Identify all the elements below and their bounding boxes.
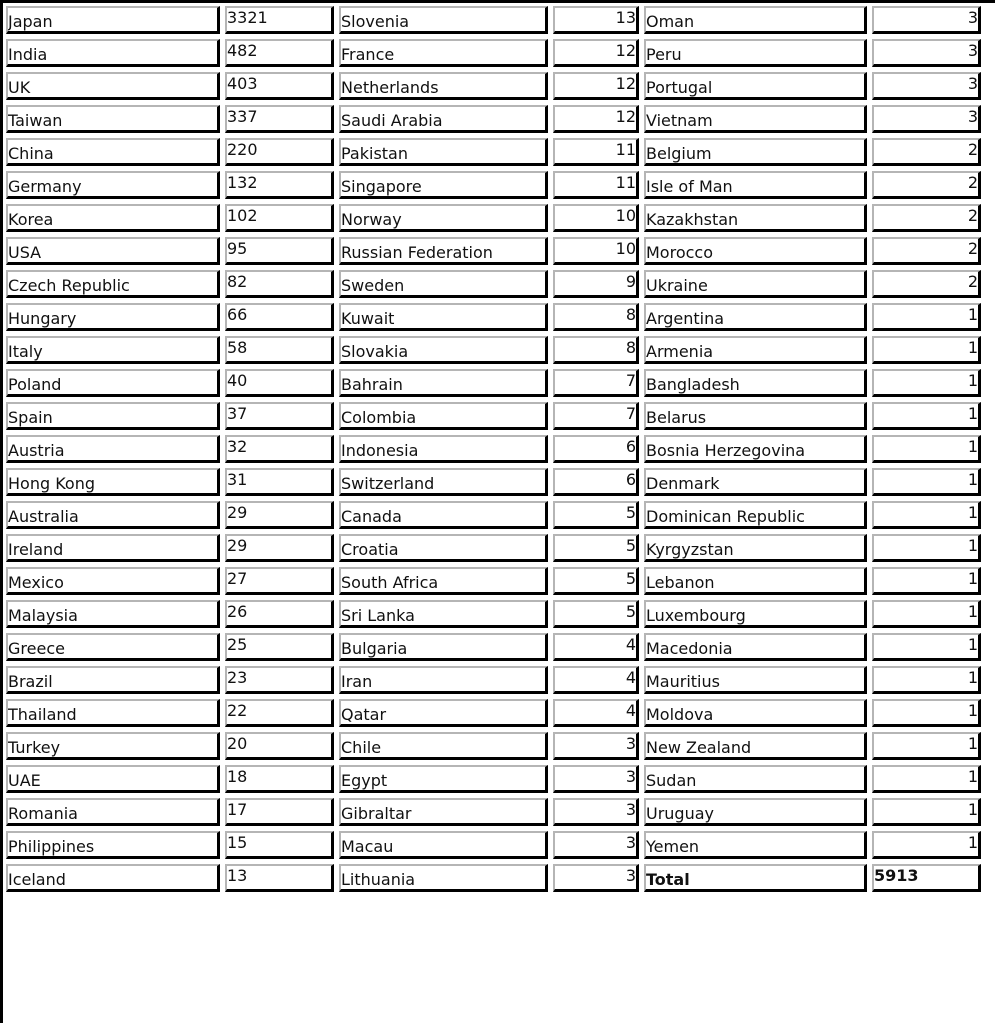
table-row xyxy=(6,204,981,232)
count-cell: 482 xyxy=(225,39,334,67)
country-name-cell: Kazakhstan xyxy=(644,204,867,232)
country-name-cell: Kyrgyzstan xyxy=(644,534,867,562)
count-cell: 3 xyxy=(553,765,639,793)
country-name-cell: Turkey xyxy=(6,732,220,760)
country-name-cell: Pakistan xyxy=(339,138,548,166)
count-cell: 2 xyxy=(872,138,981,166)
count-cell: 1 xyxy=(872,699,981,727)
country-name-cell: Croatia xyxy=(339,534,548,562)
count-cell: 1 xyxy=(872,666,981,694)
country-name-cell: Morocco xyxy=(644,237,867,265)
total-value: 5913 xyxy=(872,864,981,892)
table-row xyxy=(6,864,981,892)
count-cell: 3 xyxy=(553,864,639,892)
count-cell: 4 xyxy=(553,633,639,661)
count-cell: 3321 xyxy=(225,6,334,34)
country-name-cell: Ireland xyxy=(6,534,220,562)
count-cell: 5 xyxy=(553,501,639,529)
country-name-cell: Brazil xyxy=(6,666,220,694)
country-name-cell: Malaysia xyxy=(6,600,220,628)
country-name-cell: Denmark xyxy=(644,468,867,496)
country-name-cell: Mexico xyxy=(6,567,220,595)
country-name-cell: Russian Federation xyxy=(339,237,548,265)
country-name-cell: Peru xyxy=(644,39,867,67)
count-cell: 13 xyxy=(225,864,334,892)
count-cell: 1 xyxy=(872,303,981,331)
count-cell: 4 xyxy=(553,699,639,727)
country-name-cell: Canada xyxy=(339,501,548,529)
table-row xyxy=(6,369,981,397)
country-name-cell: UAE xyxy=(6,765,220,793)
count-cell: 37 xyxy=(225,402,334,430)
country-name-cell: Norway xyxy=(339,204,548,232)
count-cell: 2 xyxy=(872,171,981,199)
country-name-cell: Spain xyxy=(6,402,220,430)
country-name-cell: Argentina xyxy=(644,303,867,331)
count-cell: 8 xyxy=(553,303,639,331)
country-name-cell: Kuwait xyxy=(339,303,548,331)
country-name-cell: Germany xyxy=(6,171,220,199)
count-cell: 26 xyxy=(225,600,334,628)
table-row xyxy=(6,699,981,727)
count-cell: 1 xyxy=(872,567,981,595)
country-name-cell: Singapore xyxy=(339,171,548,199)
table-row xyxy=(6,303,981,331)
table-row xyxy=(6,831,981,859)
country-name-cell: Bangladesh xyxy=(644,369,867,397)
count-cell: 5 xyxy=(553,567,639,595)
country-name-cell: Iceland xyxy=(6,864,220,892)
table-row xyxy=(6,6,981,34)
country-name-cell: Japan xyxy=(6,6,220,34)
table-row xyxy=(6,402,981,430)
country-name-cell: Gibraltar xyxy=(339,798,548,826)
country-name-cell: Iran xyxy=(339,666,548,694)
count-cell: 6 xyxy=(553,435,639,463)
country-name-cell: Portugal xyxy=(644,72,867,100)
country-name-cell: India xyxy=(6,39,220,67)
count-cell: 1 xyxy=(872,501,981,529)
count-cell: 2 xyxy=(872,204,981,232)
country-name-cell: Oman xyxy=(644,6,867,34)
count-cell: 220 xyxy=(225,138,334,166)
country-name-cell: Moldova xyxy=(644,699,867,727)
country-name-cell: Dominican Republic xyxy=(644,501,867,529)
count-cell: 23 xyxy=(225,666,334,694)
count-cell: 3 xyxy=(872,6,981,34)
country-name-cell: Sri Lanka xyxy=(339,600,548,628)
country-name-cell: Taiwan xyxy=(6,105,220,133)
country-name-cell: Macau xyxy=(339,831,548,859)
table-row xyxy=(6,435,981,463)
table-row xyxy=(6,732,981,760)
table-row xyxy=(6,765,981,793)
country-name-cell: Qatar xyxy=(339,699,548,727)
country-name-cell: Korea xyxy=(6,204,220,232)
country-name-cell: Romania xyxy=(6,798,220,826)
country-name-cell: Uruguay xyxy=(644,798,867,826)
country-name-cell: Hungary xyxy=(6,303,220,331)
count-cell: 82 xyxy=(225,270,334,298)
country-name-cell: Thailand xyxy=(6,699,220,727)
count-cell: 1 xyxy=(872,765,981,793)
country-name-cell: Switzerland xyxy=(339,468,548,496)
country-name-cell: France xyxy=(339,39,548,67)
country-name-cell: Hong Kong xyxy=(6,468,220,496)
count-cell: 132 xyxy=(225,171,334,199)
table-row xyxy=(6,336,981,364)
count-cell: 10 xyxy=(553,237,639,265)
count-cell: 10 xyxy=(553,204,639,232)
count-cell: 40 xyxy=(225,369,334,397)
country-name-cell: Bosnia Herzegovina xyxy=(644,435,867,463)
count-cell: 3 xyxy=(872,105,981,133)
country-name-cell: Greece xyxy=(6,633,220,661)
country-name-cell: Yemen xyxy=(644,831,867,859)
table-row xyxy=(6,270,981,298)
country-name-cell: Armenia xyxy=(644,336,867,364)
count-cell: 15 xyxy=(225,831,334,859)
table-row xyxy=(6,237,981,265)
country-name-cell: Belgium xyxy=(644,138,867,166)
table-row xyxy=(6,534,981,562)
country-name-cell: Australia xyxy=(6,501,220,529)
table-row xyxy=(6,105,981,133)
table-row xyxy=(6,468,981,496)
country-name-cell: New Zealand xyxy=(644,732,867,760)
table-row xyxy=(6,633,981,661)
count-cell: 22 xyxy=(225,699,334,727)
count-cell: 5 xyxy=(553,600,639,628)
country-name-cell: Chile xyxy=(339,732,548,760)
country-name-cell: Bulgaria xyxy=(339,633,548,661)
count-cell: 32 xyxy=(225,435,334,463)
count-cell: 17 xyxy=(225,798,334,826)
count-cell: 1 xyxy=(872,600,981,628)
country-name-cell: Italy xyxy=(6,336,220,364)
count-cell: 1 xyxy=(872,468,981,496)
count-cell: 9 xyxy=(553,270,639,298)
count-cell: 11 xyxy=(553,171,639,199)
country-name-cell: Netherlands xyxy=(339,72,548,100)
country-name-cell: South Africa xyxy=(339,567,548,595)
count-cell: 7 xyxy=(553,369,639,397)
country-count-table xyxy=(1,1,986,897)
count-cell: 1 xyxy=(872,534,981,562)
count-cell: 18 xyxy=(225,765,334,793)
count-cell: 6 xyxy=(553,468,639,496)
count-cell: 66 xyxy=(225,303,334,331)
count-cell: 1 xyxy=(872,435,981,463)
count-cell: 2 xyxy=(872,270,981,298)
count-cell: 8 xyxy=(553,336,639,364)
count-cell: 1 xyxy=(872,633,981,661)
country-name-cell: Philippines xyxy=(6,831,220,859)
table-body xyxy=(6,6,981,892)
country-name-cell: Lithuania xyxy=(339,864,548,892)
count-cell: 1 xyxy=(872,798,981,826)
count-cell: 13 xyxy=(553,6,639,34)
country-name-cell: China xyxy=(6,138,220,166)
country-name-cell: Czech Republic xyxy=(6,270,220,298)
count-cell: 1 xyxy=(872,831,981,859)
count-cell: 1 xyxy=(872,402,981,430)
count-cell: 2 xyxy=(872,237,981,265)
country-name-cell: Poland xyxy=(6,369,220,397)
country-name-cell: Indonesia xyxy=(339,435,548,463)
count-cell: 27 xyxy=(225,567,334,595)
country-name-cell: Luxembourg xyxy=(644,600,867,628)
table-row xyxy=(6,666,981,694)
count-cell: 29 xyxy=(225,534,334,562)
count-cell: 1 xyxy=(872,336,981,364)
count-cell: 95 xyxy=(225,237,334,265)
count-cell: 7 xyxy=(553,402,639,430)
count-cell: 3 xyxy=(553,798,639,826)
count-cell: 337 xyxy=(225,105,334,133)
count-cell: 3 xyxy=(872,39,981,67)
total-label: Total xyxy=(644,864,867,892)
table-row xyxy=(6,501,981,529)
country-name-cell: Sweden xyxy=(339,270,548,298)
table-row xyxy=(6,798,981,826)
country-name-cell: USA xyxy=(6,237,220,265)
country-name-cell: Vietnam xyxy=(644,105,867,133)
count-cell: 58 xyxy=(225,336,334,364)
country-name-cell: Slovakia xyxy=(339,336,548,364)
count-cell: 31 xyxy=(225,468,334,496)
country-name-cell: Egypt xyxy=(339,765,548,793)
count-cell: 102 xyxy=(225,204,334,232)
country-name-cell: Bahrain xyxy=(339,369,548,397)
count-cell: 4 xyxy=(553,666,639,694)
count-cell: 3 xyxy=(553,831,639,859)
country-name-cell: Colombia xyxy=(339,402,548,430)
country-name-cell: Austria xyxy=(6,435,220,463)
count-cell: 20 xyxy=(225,732,334,760)
country-name-cell: Macedonia xyxy=(644,633,867,661)
country-name-cell: Saudi Arabia xyxy=(339,105,548,133)
country-name-cell: Sudan xyxy=(644,765,867,793)
country-name-cell: Mauritius xyxy=(644,666,867,694)
count-cell: 1 xyxy=(872,369,981,397)
count-cell: 11 xyxy=(553,138,639,166)
table-row xyxy=(6,138,981,166)
country-name-cell: Lebanon xyxy=(644,567,867,595)
count-cell: 3 xyxy=(872,72,981,100)
country-name-cell: UK xyxy=(6,72,220,100)
country-name-cell: Isle of Man xyxy=(644,171,867,199)
count-cell: 12 xyxy=(553,39,639,67)
table-row xyxy=(6,567,981,595)
count-cell: 403 xyxy=(225,72,334,100)
count-cell: 12 xyxy=(553,72,639,100)
country-name-cell: Slovenia xyxy=(339,6,548,34)
table-row xyxy=(6,171,981,199)
table-row xyxy=(6,39,981,67)
count-cell: 25 xyxy=(225,633,334,661)
country-name-cell: Belarus xyxy=(644,402,867,430)
count-cell: 1 xyxy=(872,732,981,760)
table-row xyxy=(6,72,981,100)
count-cell: 29 xyxy=(225,501,334,529)
count-cell: 12 xyxy=(553,105,639,133)
table-row xyxy=(6,600,981,628)
count-cell: 5 xyxy=(553,534,639,562)
count-cell: 3 xyxy=(553,732,639,760)
country-name-cell: Ukraine xyxy=(644,270,867,298)
